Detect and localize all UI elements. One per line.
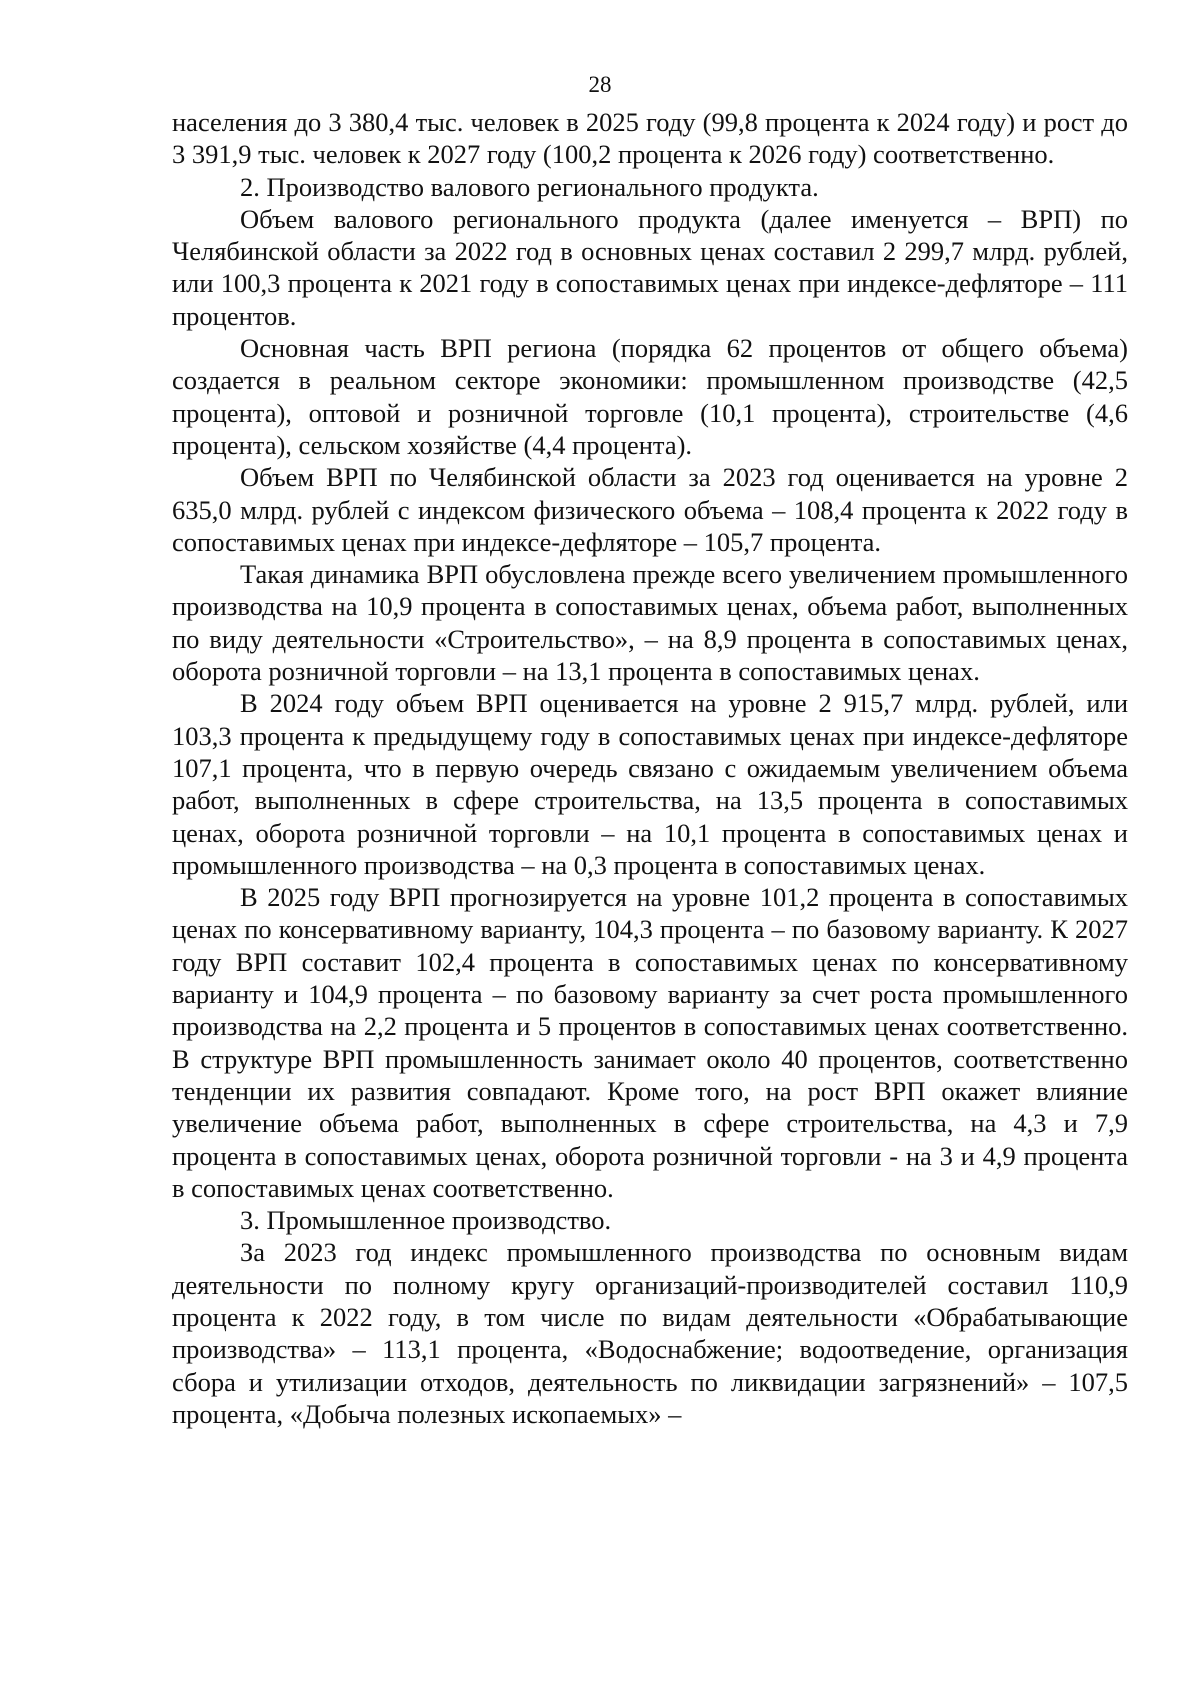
paragraph-grp-2022: Объем валового регионального продукта (далее именуется – ВРП) по Челябинской области за 2022 год в основных ценах составил 2 299,7 млрд. рублей, или 100,3 процента к 2021 году в сопоставимых ценах при индексе-дефляторе – 111 процентов. <box>172 203 1128 331</box>
document-body <box>172 106 1128 1430</box>
paragraph-grp-structure: Основная часть ВРП региона (порядка 62 процентов от общего объема) создается в реальном секторе экономики: промышленном производстве (42,5 процента), оптовой и розничной торговле (10,1 процента), строительстве (4,6 процента), сельском хозяйстве (4,4 процента). <box>172 333 1128 460</box>
section-heading-grp: 2. Производство валового регионального продукта. <box>240 171 819 202</box>
page-number: 28 <box>588 72 612 97</box>
paragraph-industry-2023: За 2023 год индекс промышленного производства по основным видам деятельности по полному кругу организаций-производителей составил 110,9 процента к 2022 году, в том числе по видам деятельности «Обрабатывающие производства» – 113,1 процента, «Водоснабжение; водоотведение, организация сбора и утилизации отходов, деятельность по ликвидации загрязнений» – 107,5 процента, «Добыча полезных ископаемых» – <box>172 1237 1128 1429</box>
paragraph-grp-dynamics: Такая динамика ВРП обусловлена прежде всего увеличением промышленного производства на 10,9 процента в сопоставимых ценах, объема работ, выполненных по виду деятельности «Строительство», – на 8,9 процента в сопоставимых ценах, оборота розничной торговли – на 13,1 процента в сопоставимых ценах. <box>172 559 1128 687</box>
section-heading-industry: 3. Промышленное производство. <box>240 1205 612 1236</box>
paragraph-grp-2024: В 2024 году объем ВРП оценивается на уровне 2 915,7 млрд. рублей, или 103,3 процента к предыдущему году в сопоставимых ценах при индексе-дефляторе 107,1 процента, что в первую очередь связано с ожидаемым увеличением объема работ, выполненных в сфере строительства, на 13,5 процента в сопоставимых ценах, оборота розничной торговли – на 10,1 процента в сопоставимых ценах и промышленного производства – на 0,3 процента в сопоставимых ценах. <box>172 688 1128 880</box>
paragraph-grp-2023: Объем ВРП по Челябинской области за 2023 год оценивается на уровне 2 635,0 млрд. рублей с индексом физического объема – 108,4 процента к 2022 году в сопоставимых ценах при индексе-дефляторе – 105,7 процента. <box>172 462 1128 557</box>
paragraph-population-continuation: населения до 3 380,4 тыс. человек в 2025 году (99,8 процента к 2024 году) и рост до 3 391,9 тыс. человек к 2027 году (100,2 процента к 2026 году) соответственно. <box>172 107 1128 170</box>
paragraph-grp-forecast: В 2025 году ВРП прогнозируется на уровне 101,2 процента в сопоставимых ценах по консервативному варианту, 104,3 процента – по базовому варианту. К 2027 году ВРП составит 102,4 процента в сопоставимых ценах по консервативному варианту и 104,9 процента – по базовому варианту за счет роста промышленного производства на 2,2 процента и 5 процентов в сопоставимых ценах соответственно. В структуре ВРП промышленность занимает около 40 процентов, соответственно тенденции их развития совпадают. Кроме того, на рост ВРП окажет влияние увеличение объема работ, выполненных в сфере строительства, на 4,3 и 7,9 процента в сопоставимых ценах, оборота розничной торговли - на 3 и 4,9 процента в сопоставимых ценах соответственно. <box>172 882 1128 1203</box>
